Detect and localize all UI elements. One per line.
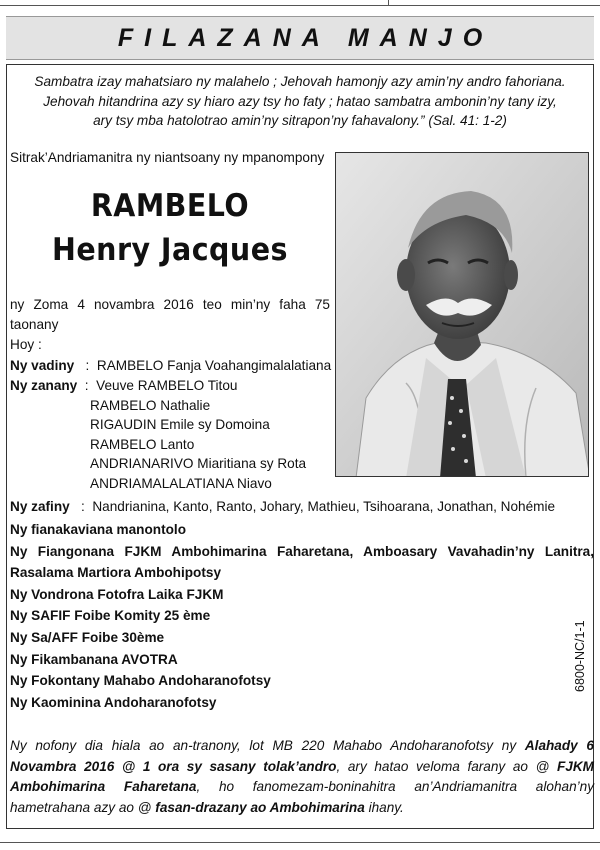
grandchildren-names: Nandrianina, Kanto, Ranto, Johary, Mathieu, Tsihoarana, Jonathan, Nohémie xyxy=(92,499,556,514)
deceased-surname: RAMBELO xyxy=(90,188,250,224)
child-name: RIGAUDIN Emile sy Domoina xyxy=(90,417,270,432)
verse-line: Sambatra izay mahatsiaro ny malahelo ; Jehovah hamonjy azy amin’ny andro fahoriana. xyxy=(34,74,566,89)
bottom-rule xyxy=(0,842,600,843)
relatives-grandchildren xyxy=(10,497,555,517)
child-name: ANDRIANARIVO Miaritiana sy Rota xyxy=(90,456,307,471)
grandchildren-label: Ny zafiny xyxy=(10,499,70,514)
funeral-announcement xyxy=(10,736,594,818)
funeral-text: ihany. xyxy=(364,799,404,815)
child-name: Veuve RAMBELO Titou xyxy=(96,378,238,393)
page-title: FILAZANA MANJO xyxy=(117,23,494,52)
mourner-group: Ny Fiangonana FJKM Ambohimarina Faharetana, Amboasary Vavahadin’ny Lanitra, Rasalama Martiora Ambohipotsy xyxy=(10,543,594,581)
spouse-label: Ny vadiny xyxy=(10,358,75,373)
colon: : xyxy=(73,499,89,514)
reference-code: 6800-NC/1-1 xyxy=(573,620,587,692)
funeral-text: Ny nofony dia hiala ao an-tranony, lot MB 220 Mahabo Andoharanofotsy ny xyxy=(10,738,525,753)
verse-line: ary tsy mba hatolotrao amin’ny sitrapon’ny fahavalony.” (Sal. 41: 1-2) xyxy=(93,113,507,128)
colon: : xyxy=(81,378,93,393)
relatives-children xyxy=(10,376,306,493)
verse-line: Jehovah hitandrina azy sy hiaro azy tsy ho faty ; hatao sambatra ambonin’ny tany izy, xyxy=(43,93,557,109)
child-name: RAMBELO Lanto xyxy=(90,436,195,452)
spouse-name: RAMBELO Fanja Voahangimalalatiana xyxy=(96,358,332,373)
child-name: RAMBELO Nathalie xyxy=(90,397,211,413)
child-name: ANDRIAMALALATIANA Niavo xyxy=(90,475,272,491)
relatives-spouse xyxy=(10,356,331,376)
header-band xyxy=(6,16,594,60)
top-rule-tick xyxy=(388,0,389,6)
children-label: Ny zanany xyxy=(10,378,78,393)
funeral-cemetery: fasan-drazany ao Ambohimarina xyxy=(155,799,365,815)
top-rule xyxy=(0,0,600,6)
intro-text: Sitrak’Andriamanitra ny niantsoany ny mpanompony xyxy=(10,150,325,165)
mourner-group: Ny Kaominina Andoharanofotsy xyxy=(10,694,217,710)
mourner-group: Ny Fikambanana AVOTRA xyxy=(10,651,178,667)
funeral-text: , ho fanomezam-boninahitra an’Andriamanitra alohan’ny hametrahana azy ao @ xyxy=(10,779,595,815)
mourners-list xyxy=(10,519,594,713)
funeral-church: FJKM Ambohimarina Faharetana xyxy=(10,758,594,794)
hoy-label: Hoy : xyxy=(10,337,42,352)
bible-verse xyxy=(20,72,580,131)
deceased-given-names: Henry Jacques xyxy=(52,232,288,268)
mourner-group: Ny Fokontany Mahabo Andoharanofotsy xyxy=(10,673,271,689)
mourner-group: Ny fianakaviana manontolo xyxy=(10,522,187,537)
funeral-text: , ary hatao veloma farany ao @ xyxy=(336,758,557,774)
mourner-group: Ny Vondrona Fotofra Laika FJKM xyxy=(10,586,224,602)
mourner-group: Ny SAFIF Foibe Komity 25 ème xyxy=(10,608,211,624)
mourner-group: Ny Sa/AFF Foibe 30ème xyxy=(10,629,165,645)
death-notice: ny Zoma 4 novambra 2016 teo min’ny faha 75 taonany xyxy=(10,297,330,332)
funeral-date: Alahady 6 Novambra 2016 @ 1 ora sy sasany tolak’andro xyxy=(10,738,594,774)
deceased-portrait xyxy=(335,152,589,477)
portrait-photo xyxy=(336,153,589,477)
colon: : xyxy=(78,358,94,373)
